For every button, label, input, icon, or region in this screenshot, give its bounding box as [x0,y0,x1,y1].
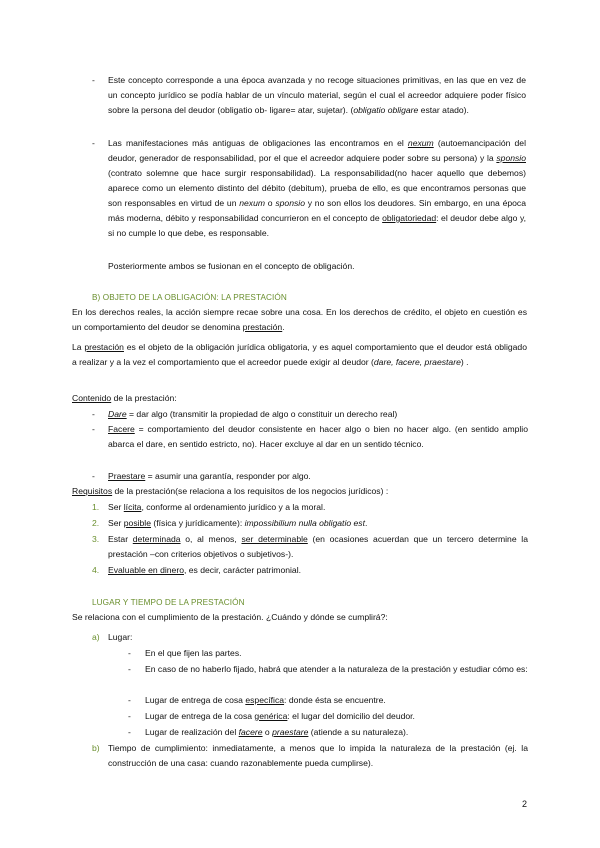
term-praestare: praestare [272,727,309,737]
lugar-item-partes [145,646,528,661]
text: Ser [108,518,124,528]
latin-phrase: impossibilium nulla obligatio est [244,518,365,528]
bullet-dash: - [128,664,131,674]
text: (atiende a su naturaleza). [308,727,409,737]
text: (contrato solemne que hace surgir responsabilidad). La responsabilidad(no hacer aquello que debemos) aparece como un elemento distinto del débito (debitum), prueba de ello, es que encontramos personas que son responsables en virtud de un [108,168,526,208]
term-especifica: específica [245,695,285,705]
text: . [282,322,285,332]
page-number: 2 [522,799,528,809]
text: Este concepto corresponde a una época avanzada y no recoge situaciones primitivas, en las que en vez de un concepto jurídico se podía hablar de un vínculo material, según el cual el acreedor adquiere poder físico sobre la persona del deudor (obligatio ob- ligare= atar, sujetar). ( [108,75,526,115]
bullet-dash: - [92,409,95,419]
text: : el lugar del domicilio del deudor. [287,711,415,721]
bullet-dash: - [128,648,131,658]
text: Ser [108,502,124,512]
term-sponsio: sponsio [275,198,305,208]
requisito-determinada [108,532,528,562]
section-b-paragraph-1 [72,305,527,335]
term-praestare: Praestare [108,471,146,481]
text: = comportamiento del deudor consistente en hacer algo o bien no hacer algo. (en sentido amplio abarca el dare, en sentido estricto, no). Hacer excluye al dar en un sentido técnico. [108,424,528,449]
tiempo-cumplimiento: Tiempo de cumplimiento: inmediatamente, a menos que lo impida la naturaleza de la prestación (ej. la construcción de una casa: cuando razonablemente pueda cumplirse). [108,743,528,768]
text: La [72,342,85,352]
bullet-dash: - [128,711,131,721]
contenido-label [72,391,527,406]
text: = dar algo (transmitir la propiedad de algo o constituir un derecho real) [126,409,398,419]
list-letter: b) [92,743,100,753]
term-nexum: nexum [407,138,434,148]
text: En los derechos reales, la acción siempre recae sobre una cosa. En los derechos de crédito, el objeto en cuestión es un comportamiento del deudor se denomina [72,307,527,332]
lugar-intro: Se relaciona con el cumplimiento de la prestación. ¿Cuándo y dónde se cumplirá?: [72,612,388,622]
text: , conforme al ordenamiento jurídico y a la moral. [141,502,326,512]
italic-terms: dare, facere, praestare [373,357,461,367]
intro-bullet-2 [108,136,526,241]
term-facere: facere [238,727,263,737]
text: : donde ésta se encuentre. [284,695,386,705]
text: En el que fijen las partes. [145,648,242,658]
text: (autoemancipación del deudor, generador de responsabilidad, por el que el acreedor adquiere poder sobre su persona) y la [108,138,526,163]
term-sponsio: sponsio [496,153,526,163]
section-heading-lugar: LUGAR Y TIEMPO DE LA PRESTACIÓN [92,598,245,607]
requisitos-label [72,484,527,499]
term-prestacion: prestación [242,322,283,332]
text: Lugar de entrega de cosa [145,695,246,705]
requisito-licita [108,500,528,515]
list-number: 4. [92,565,100,575]
section-b-paragraph-2 [72,340,527,370]
label-contenido: Contenido [72,393,112,403]
requisito-posible [108,516,528,531]
text: de la prestación(se relaciona a los requisitos de los negocios jurídicos) : [112,486,389,496]
term-posible: posible [123,518,151,528]
bullet-dash: - [92,138,95,148]
text: , es decir, carácter patrimonial. [183,565,301,575]
lugar-label: Lugar: [108,632,133,642]
lugar-item-naturaleza [145,662,528,677]
term-obligatoriedad: obligatoriedad [382,213,437,223]
lugar-item-especifica [145,693,528,708]
text: . [364,518,368,528]
lugar-item-facere [145,725,528,740]
term-dare: Dare [108,409,127,419]
intro-bullet-2-end: Posteriormente ambos se fusionan en el concepto de obligación. [108,261,355,271]
contenido-item-facere [108,422,528,452]
bullet-dash: - [128,727,131,737]
contenido-item-praestare [108,469,528,484]
list-number: 2. [92,518,100,528]
lugar-item-generica [145,709,528,724]
term-determinada: determinada [132,534,181,544]
term-determinable: ser determinable [241,534,308,544]
text: Las manifestaciones más antiguas de obligaciones las encontramos en el [108,138,408,148]
text: (física y jurídicamente): [151,518,245,528]
text: Estar [108,534,133,544]
term-prestacion: prestación [84,342,124,352]
text: es el objeto de la obligación jurídica obligatoria, y es aquel comportamiento que el deudor está obligado a realizar y a la vez el comportamiento que el acreedor puede exigir al deudor ( [72,342,527,367]
term-nexum: nexum [239,198,266,208]
contenido-item-dare [108,407,528,422]
list-number: 1. [92,502,100,512]
text: estar atado). [418,105,469,115]
bullet-dash: - [92,75,95,85]
intro-bullet-1 [108,73,526,118]
bullet-dash: - [128,695,131,705]
text: : el deudor debe algo y, si no cumple lo que debe, es responsable. [108,213,527,238]
section-heading-objeto: B) OBJETO DE LA OBLIGACIÓN: LA PRESTACIÓN [92,293,287,302]
text: o, al menos, [180,534,242,544]
italic-term: obligatio obligare [353,105,419,115]
term-licita: lícita [123,502,142,512]
bullet-dash: - [92,424,95,434]
list-number: 3. [92,534,100,544]
text: de la prestación: [111,393,177,403]
text: En caso de no haberlo fijado, habrá que atender a la naturaleza de la prestación y estudiar cómo es: [145,664,528,674]
text: = asumir una garantía, responder por algo. [145,471,311,481]
list-letter: a) [92,632,100,642]
bullet-dash: - [92,471,95,481]
term-generica: genérica [254,711,288,721]
label-requisitos: Requisitos [72,486,113,496]
text: y no son ellos los deudores. Sin embargo, en una época más moderna, débito y responsabilidad concurrieron en el concepto de [108,198,526,223]
text: Lugar de entrega de la cosa [145,711,255,721]
text: ) . [460,357,469,367]
term-evaluable: Evaluable en dinero [108,565,184,575]
text: (en ocasiones acuerdan que un tercero determine la prestación –con criterios objetivos o subjetivos-). [108,534,528,559]
text: o [265,198,276,208]
requisito-evaluable [108,563,528,578]
text: o [262,727,273,737]
term-facere: Facere [108,424,135,434]
text: Lugar de realización del [145,727,239,737]
